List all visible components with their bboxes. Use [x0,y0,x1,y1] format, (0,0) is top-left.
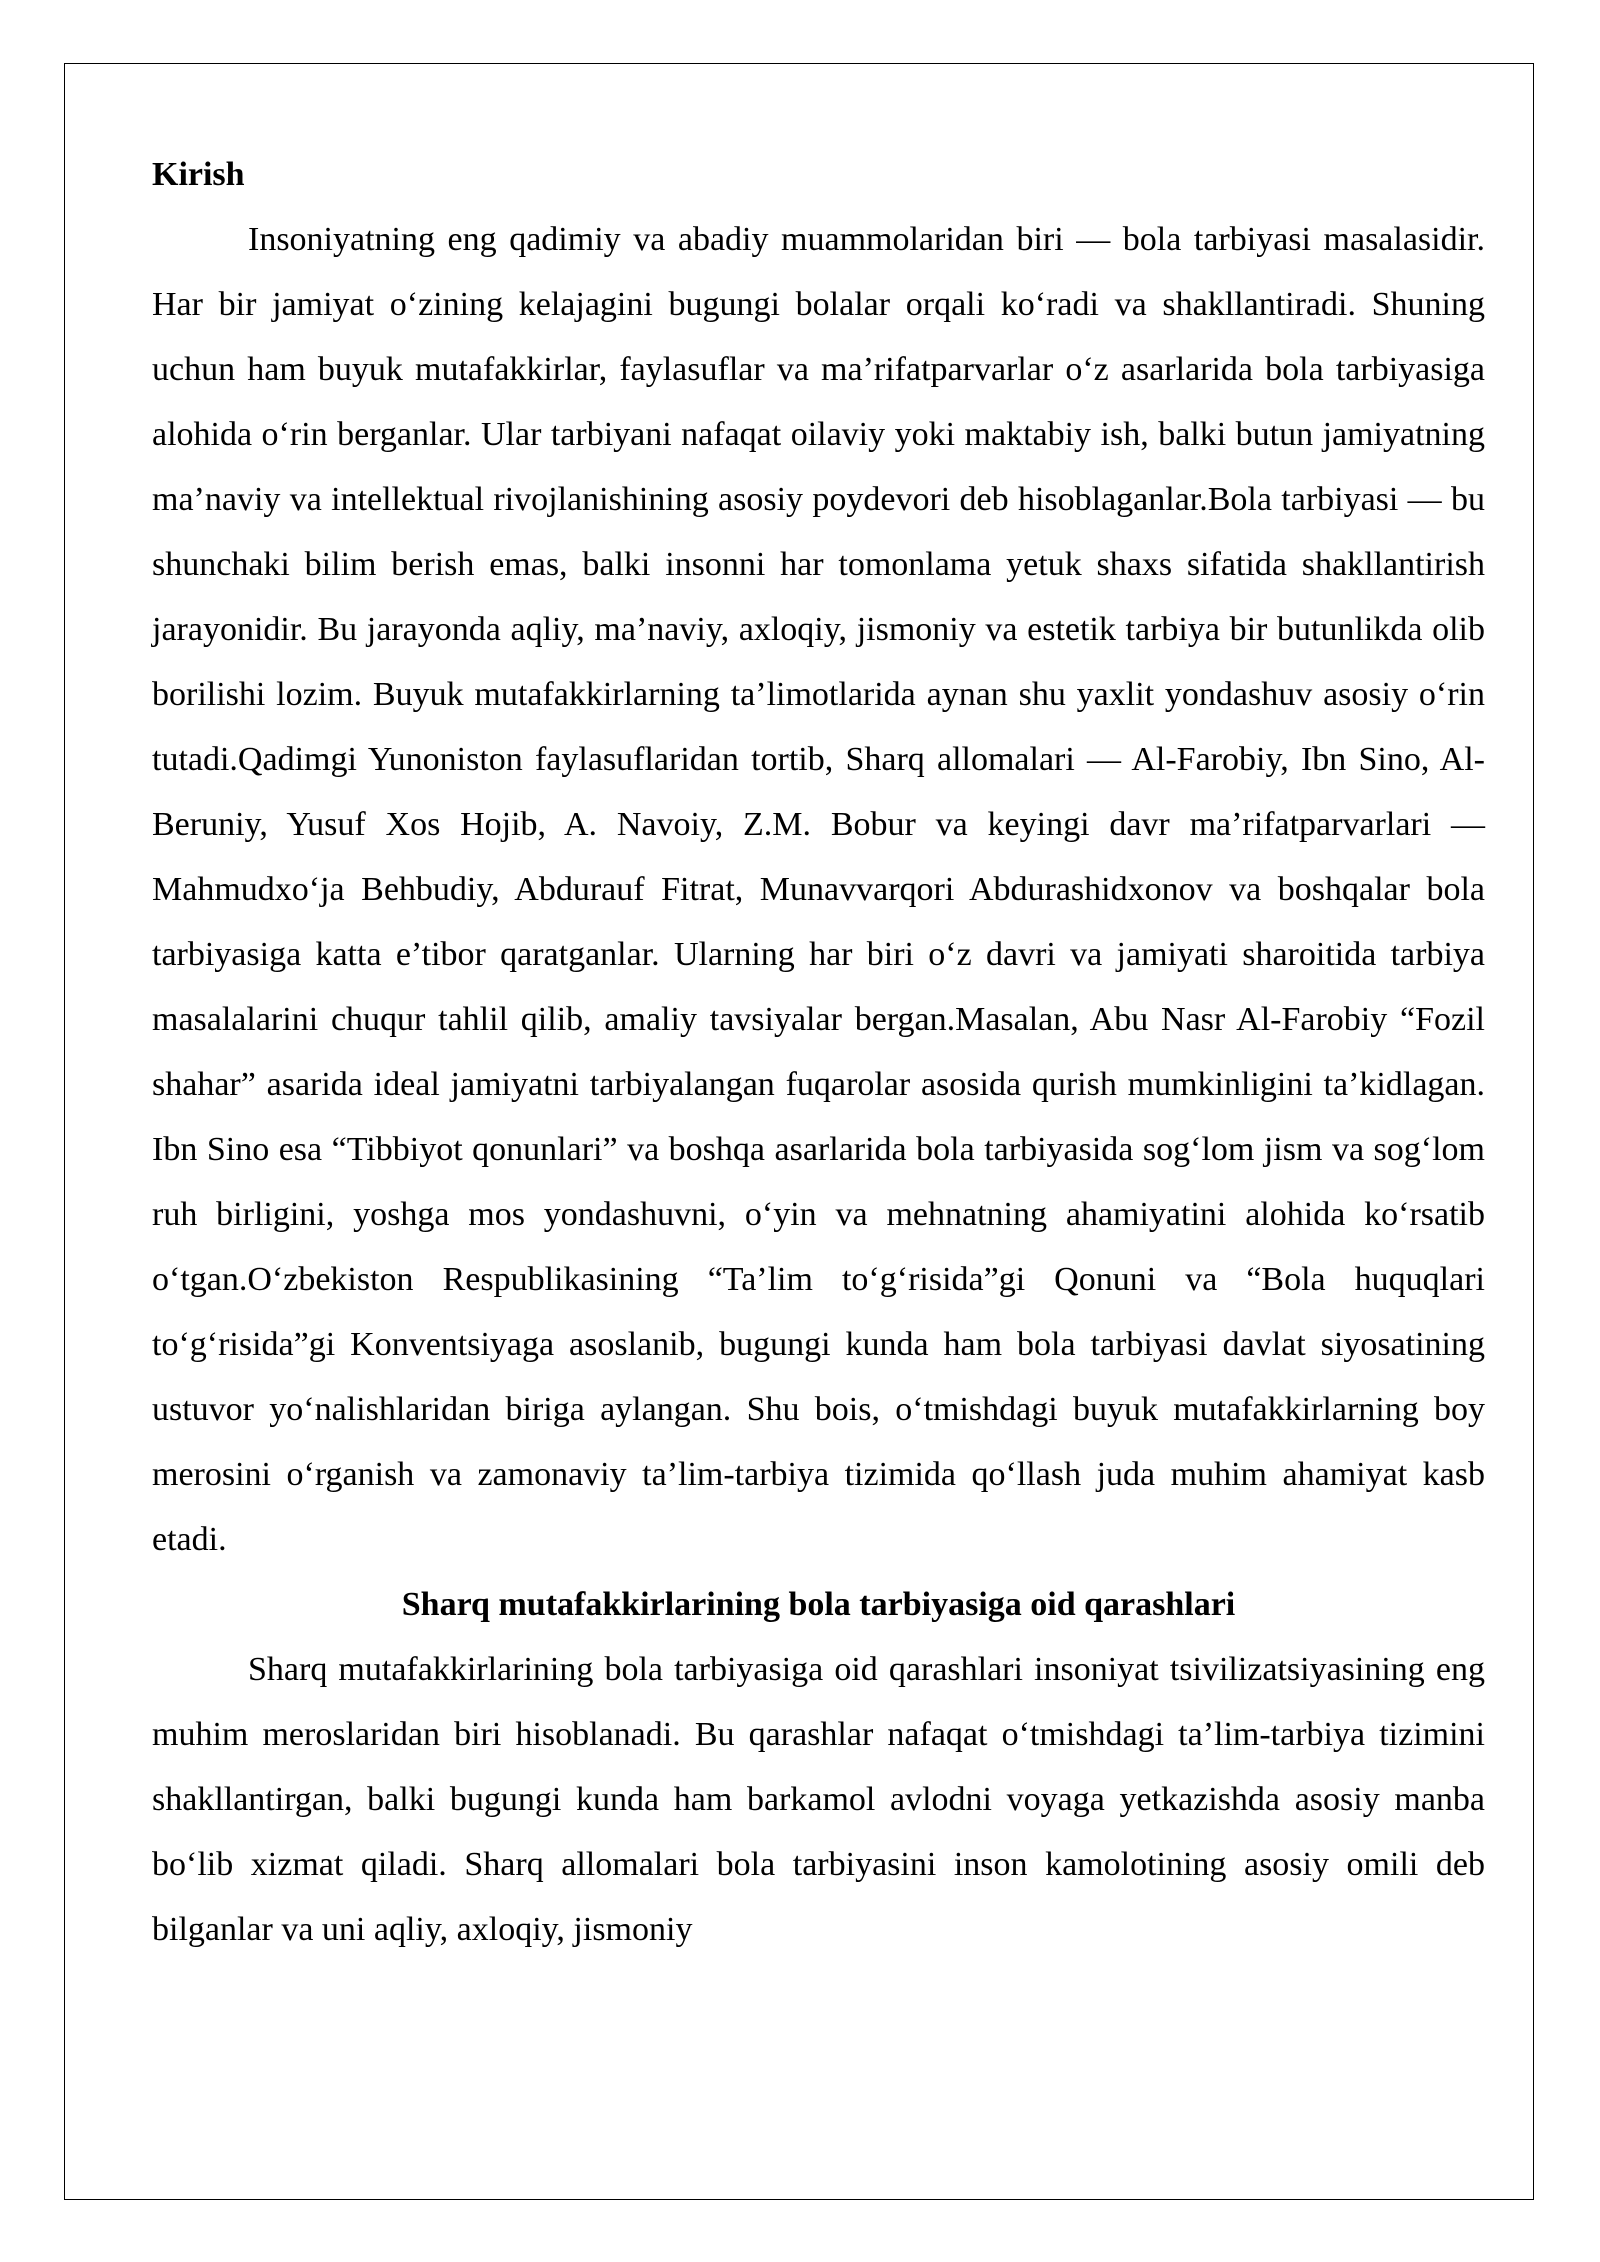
section-heading-eastern-thinkers: Sharq mutafakkirlarining bola tarbiyasiga oid qarashlari [401,1586,1236,1623]
eastern-thinkers-paragraph: Sharq mutafakkirlarining bola tarbiyasiga oid qarashlari insoniyat tsivilizatsiyasining eng muhim meroslaridan biri hisoblanadi. Bu qarashlar nafaqat o‘tmishdagi ta’lim-tarbiya tizimini shakllantirgan, balki bugungi kunda ham barkamol avlodni voyaga yetkazishda asosiy manba bo‘lib xizmat qiladi. Sharq allomalari bola tarbiyasini inson kamolotining asosiy omili deb bilganlar va uni aqliy, axloqiy, jismoniy [152,1651,1485,1948]
section-heading-intro: Kirish [152,156,245,193]
document-body [152,142,1485,1962]
intro-paragraph: Insoniyatning eng qadimiy va abadiy muammolaridan biri — bola tarbiyasi masalasidir. Har bir jamiyat o‘zining kelajagini bugungi bolalar orqali ko‘radi va shakllantiradi. Shuning uchun ham buyuk mutafakkirlar, faylasuflar va ma’rifatparvarlar o‘z asarlarida bola tarbiyasiga alohida o‘rin berganlar. Ular tarbiyani nafaqat oilaviy yoki maktabiy ish, balki butun jamiyatning ma’naviy va intellektual rivojlanishining asosiy poydevori deb hisoblaganlar.Bola tarbiyasi — bu shunchaki bilim berish emas, balki insonni har tomonlama yetuk shaxs sifatida shakllantirish jarayonidir. Bu jarayonda aqliy, ma’naviy, axloqiy, jismoniy va estetik tarbiya bir butunlikda olib borilishi lozim. Buyuk mutafakkirlarning ta’limotlarida aynan shu yaxlit yondashuv asosiy o‘rin tutadi.Qadimgi Yunoniston faylasuflaridan tortib, Sharq allomalari — Al-Farobiy, Ibn Sino, Al-Beruniy, Yusuf Xos Hojib, A. Navoiy, Z.M. Bobur va keyingi davr ma’rifatparvarlari — Mahmudxo‘ja Behbudiy, Abdurauf Fitrat, Munavvarqori Abdurashidxonov va boshqalar bola tarbiyasiga katta e’tibor qaratganlar. Ularning har biri o‘z davri va jamiyati sharoitida tarbiya masalalarini chuqur tahlil qilib, amaliy tavsiyalar bergan.Masalan, Abu Nasr Al-Farobiy “Fozil shahar” asarida ideal jamiyatni tarbiyalangan fuqarolar asosida qurish mumkinligini ta’kidlagan. Ibn Sino esa “Tibbiyot qonunlari” va boshqa asarlarida bola tarbiyasida sog‘lom jism va sog‘lom ruh birligini, yoshga mos yondashuvni, o‘yin va mehnatning ahamiyatini alohida ko‘rsatib o‘tgan.O‘zbekiston Respublikasining “Ta’lim to‘g‘risida”gi Qonuni va “Bola huquqlari to‘g‘risida”gi Konventsiyaga asoslanib, bugungi kunda ham bola tarbiyasi davlat siyosatining ustuvor yo‘nalishlaridan biriga aylangan. Shu bois, o‘tmishdagi buyuk mutafakkirlarning boy merosini o‘rganish va zamonaviy ta’lim-tarbiya tizimida qo‘llash juda muhim ahamiyat kasb etadi. [152,221,1485,1558]
